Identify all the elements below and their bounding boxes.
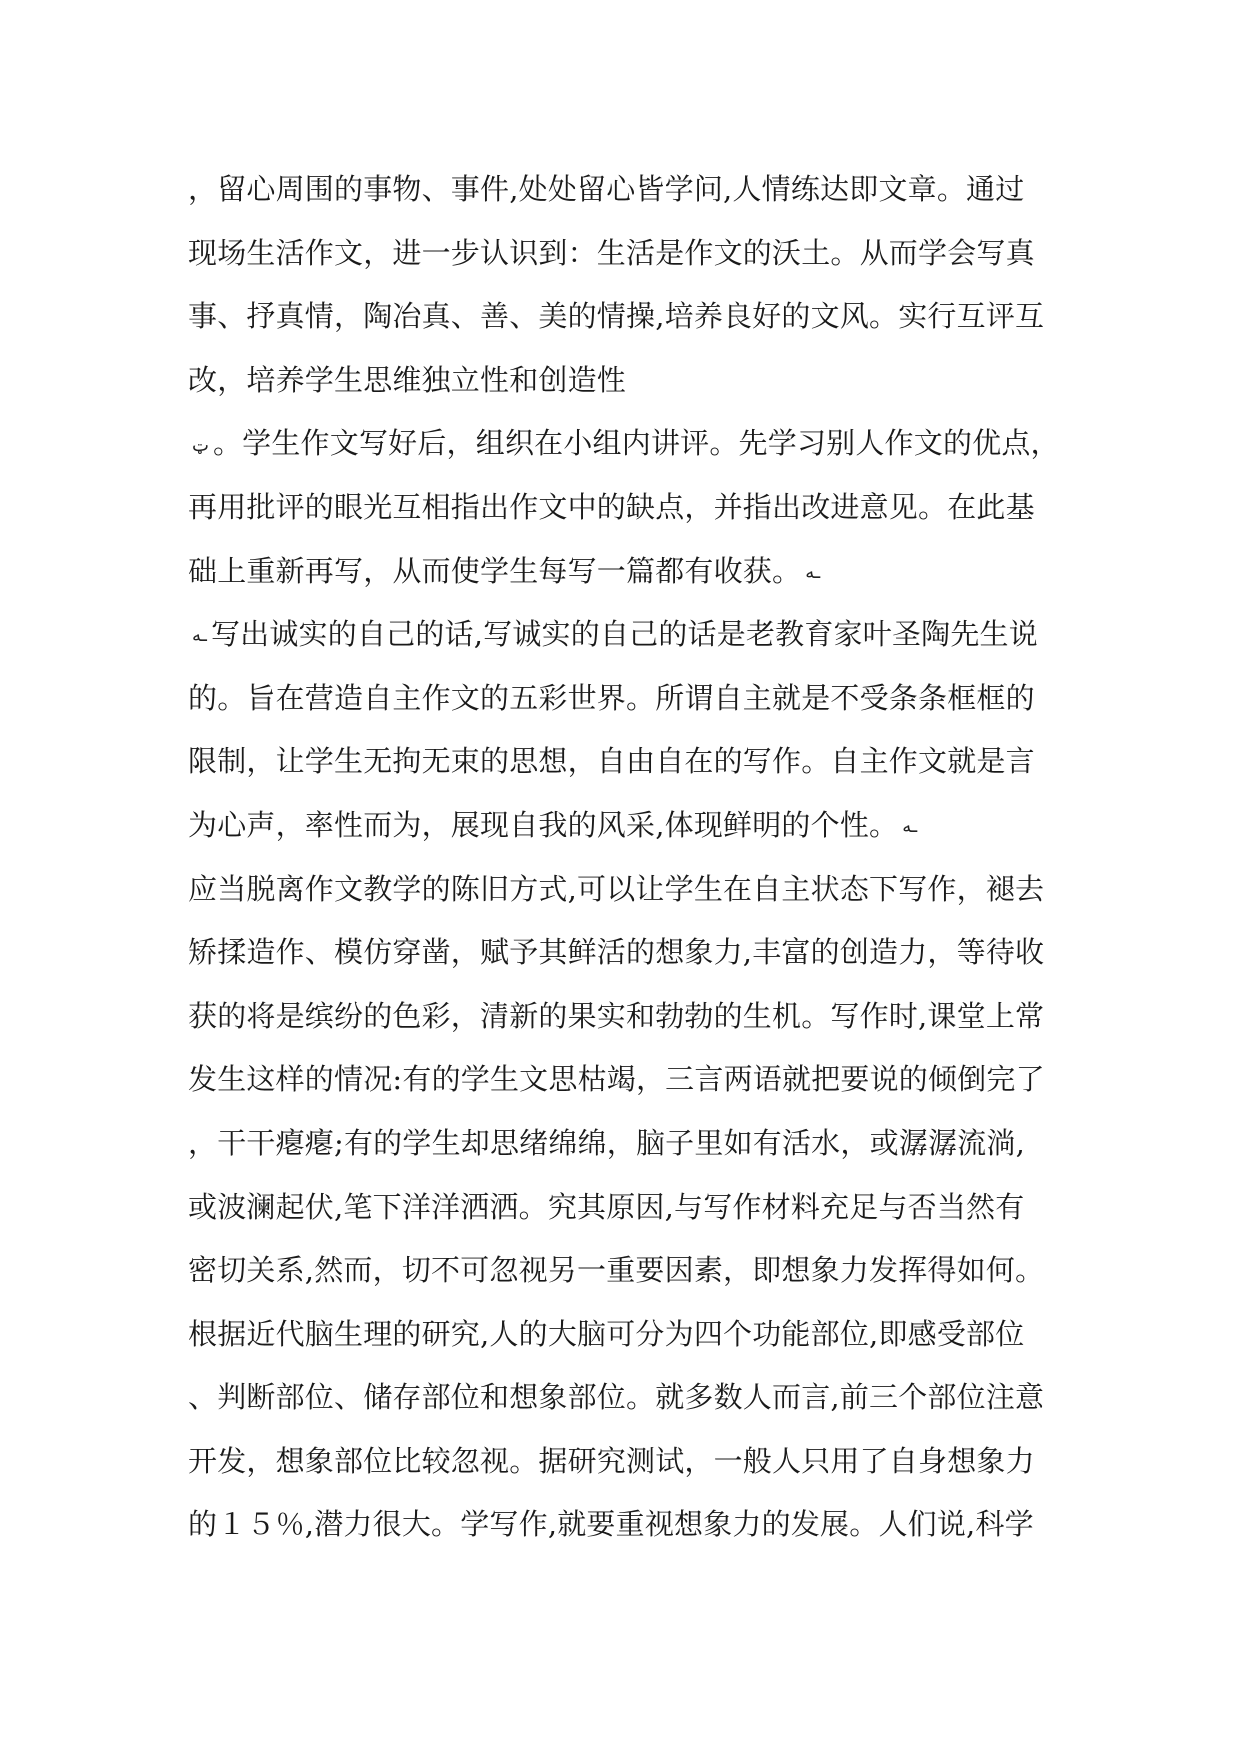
text-line-7-row [188,540,1068,604]
text-line-5: 。学生作文写好后，组织在小组内讲评。先学习别人作文的优点， [212,426,1060,461]
text-line-6: 再用批评的眼光互相指出作文中的缺点，并指出改进意见。在此基 [188,489,1035,524]
text-line-8-row [188,603,1068,667]
text-line-13: 矫揉造作、模仿穿凿，赋予其鲜活的想象力,丰富的创造力，等待收 [188,935,1045,970]
text-line-19: 根据近代脑生理的研究,人的大脑可分为四个功能部位,即感受部位 [188,1316,1025,1351]
text-line-18: 密切关系,然而，切不可忽视另一重要因素，即想象力发挥得如何。 [188,1253,1045,1288]
paragraph-mark: ـه [192,625,207,647]
text-line-9: 的。旨在营造自主作文的五彩世界。所谓自主就是不受条条框框的 [188,680,1035,715]
text-line-21: 开发，想象部位比较忽视。据研究测试，一般人只用了自身想象力 [188,1443,1035,1478]
document-page [188,158,1068,1557]
text-line-3: 事、抒真情，陶冶真、善、美的情操,培养良好的文风。实行互评互 [188,299,1045,334]
text-line-15: 发生这样的情况:有的学生文思枯竭，三言两语就把要说的倾倒完了 [188,1062,1045,1097]
paragraph-mark: ـه [902,816,918,838]
text-line-22: 的１５％,潜力很大。学写作,就要重视想象力的发展。人们说,科学 [188,1507,1034,1542]
text-line-7: 础上重新再写，从而使学生每写一篇都有收获。 [188,553,802,588]
text-line-16: ，干干瘪瘪;有的学生却思绪绵绵，脑子里如有活水，或潺潺流淌, [188,1125,1025,1160]
text-line-8: 写出诚实的自己的话,写诚实的自己的话是老教育家叶圣陶先生说 [210,617,1038,652]
text-line-14: 获的将是缤纷的色彩，清新的果实和勃勃的生机。写作时,课堂上常 [188,998,1045,1033]
paragraph-mark: ـه [805,561,821,583]
text-line-11: 为心声，率性而为，展现自我的风采,体现鲜明的个性。 [188,807,899,842]
text-line-1: ，留心周围的事物、事件,处处留心皆学问,人情练达即文章。通过 [188,172,1025,206]
text-line-10: 限制，让学生无拘无束的思想，自由自在的写作。自主作文就是言 [188,744,1035,779]
text-line-20: 、判断部位、储存部位和想象部位。就多数人而言,前三个部位注意 [188,1380,1045,1415]
text-line-4: 改，培养学生思维独立性和创造性 [188,362,627,397]
paragraph-mark: ټ [192,434,209,456]
text-line-12: 应当脱离作文教学的陈旧方式,可以让学生在自主状态下写作，褪去 [188,871,1045,906]
text-line-11-row [188,794,1068,858]
text-line-5-row [188,412,1068,476]
text-line-2: 现场生活作文，进一步认识到：生活是作文的沃土。从而学会写真 [188,235,1035,270]
text-line-17: 或波澜起伏,笔下洋洋洒洒。究其原因,与写作材料充足与否当然有 [188,1189,1025,1224]
